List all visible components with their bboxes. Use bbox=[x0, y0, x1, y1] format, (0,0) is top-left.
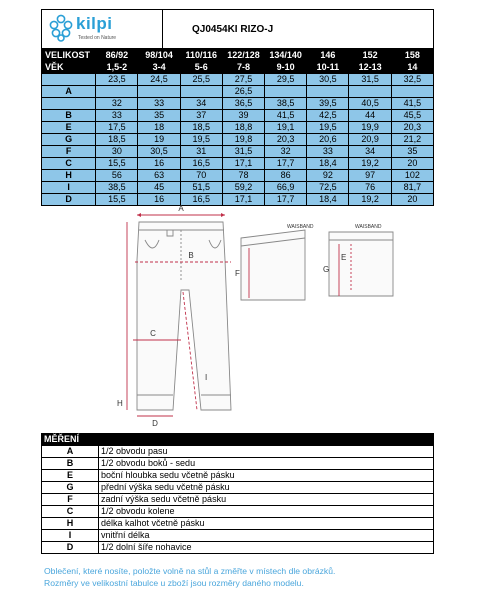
legend-description: zadní výška sedu včetně pásku bbox=[99, 494, 434, 506]
label-e: E bbox=[341, 253, 347, 262]
measure-value: 35 bbox=[391, 146, 433, 158]
measure-value: 17,7 bbox=[265, 194, 307, 206]
measure-key: I bbox=[42, 182, 96, 194]
measure-value: 30,5 bbox=[138, 146, 180, 158]
measure-value: 20,6 bbox=[307, 134, 349, 146]
measure-value: 102 bbox=[391, 170, 433, 182]
measure-value: 19,2 bbox=[349, 194, 391, 206]
measure-value bbox=[265, 86, 307, 98]
size-cell: 110/116 bbox=[180, 50, 222, 62]
size-table bbox=[41, 49, 434, 206]
measure-value bbox=[96, 86, 138, 98]
measure-key: G bbox=[42, 134, 96, 146]
measure-value: 38,5 bbox=[96, 182, 138, 194]
measure-value: 20,9 bbox=[349, 134, 391, 146]
legend-key: E bbox=[42, 470, 99, 482]
age-row-label: VĚK bbox=[42, 62, 96, 74]
measure-value: 34 bbox=[349, 146, 391, 158]
measure-value: 33 bbox=[307, 146, 349, 158]
measure-value: 59,2 bbox=[222, 182, 264, 194]
measure-value: 21,2 bbox=[391, 134, 433, 146]
measure-value bbox=[180, 86, 222, 98]
legend-description: 1/2 obvodu boků - sedu bbox=[99, 458, 434, 470]
measure-value: 30 bbox=[96, 146, 138, 158]
measure-value: 35 bbox=[138, 110, 180, 122]
legend-row bbox=[42, 482, 434, 494]
measure-value: 15,5 bbox=[96, 194, 138, 206]
measure-value: 51,5 bbox=[180, 182, 222, 194]
measure-value: 16,5 bbox=[180, 194, 222, 206]
measure-value: 18,5 bbox=[180, 122, 222, 134]
measure-value: 29,5 bbox=[265, 74, 307, 86]
label-b: B bbox=[188, 251, 194, 260]
legend-row bbox=[42, 530, 434, 542]
measure-value: 19,9 bbox=[349, 122, 391, 134]
measure-value: 78 bbox=[222, 170, 264, 182]
legend-description: 1/2 obvodu kolene bbox=[99, 506, 434, 518]
measure-key: C bbox=[42, 158, 96, 170]
measure-value: 38,5 bbox=[265, 98, 307, 110]
legend-key: I bbox=[42, 530, 99, 542]
measure-value: 39,5 bbox=[307, 98, 349, 110]
legend-key: G bbox=[42, 482, 99, 494]
measure-value: 16,5 bbox=[180, 158, 222, 170]
size-data-row bbox=[42, 98, 434, 110]
age-cell: 7-8 bbox=[222, 62, 264, 74]
measure-key bbox=[42, 98, 96, 110]
size-data-row bbox=[42, 86, 434, 98]
label-g: G bbox=[323, 265, 330, 274]
measurement-diagram bbox=[41, 200, 434, 430]
measure-value: 32 bbox=[265, 146, 307, 158]
waistband-label-1: WAISBAND bbox=[287, 224, 314, 230]
measure-value: 33 bbox=[96, 110, 138, 122]
size-cell: 98/104 bbox=[138, 50, 180, 62]
measure-value: 17,5 bbox=[96, 122, 138, 134]
measure-value: 19,1 bbox=[265, 122, 307, 134]
brand-name: kilpi bbox=[76, 14, 113, 33]
measure-value: 24,5 bbox=[138, 74, 180, 86]
measure-value: 18,8 bbox=[222, 122, 264, 134]
size-header-row bbox=[42, 50, 434, 62]
measure-value: 40,5 bbox=[349, 98, 391, 110]
side-view-drawing bbox=[241, 230, 305, 300]
size-data-row bbox=[42, 146, 434, 158]
measure-key: F bbox=[42, 146, 96, 158]
size-data-row bbox=[42, 158, 434, 170]
size-data-row bbox=[42, 134, 434, 146]
measure-value: 32,5 bbox=[391, 74, 433, 86]
size-cell: 158 bbox=[391, 50, 433, 62]
legend-description: vnitřní délka bbox=[99, 530, 434, 542]
measure-value bbox=[349, 86, 391, 98]
measure-value: 36,5 bbox=[222, 98, 264, 110]
measure-value: 19,8 bbox=[222, 134, 264, 146]
measure-value: 31 bbox=[180, 146, 222, 158]
size-cell: 134/140 bbox=[265, 50, 307, 62]
legend-row bbox=[42, 506, 434, 518]
legend-key: D bbox=[42, 542, 99, 554]
size-data-row bbox=[42, 170, 434, 182]
measure-value: 56 bbox=[96, 170, 138, 182]
measure-value bbox=[307, 86, 349, 98]
age-header-row bbox=[42, 62, 434, 74]
measure-value: 17,1 bbox=[222, 158, 264, 170]
measure-value: 20,3 bbox=[391, 122, 433, 134]
measure-value bbox=[391, 86, 433, 98]
measure-value: 44 bbox=[349, 110, 391, 122]
legend-row bbox=[42, 518, 434, 530]
size-cell: 122/128 bbox=[222, 50, 264, 62]
measure-value: 76 bbox=[349, 182, 391, 194]
legend-title: MĚŘENÍ bbox=[42, 434, 434, 446]
legend-key: A bbox=[42, 446, 99, 458]
measure-value: 19,5 bbox=[180, 134, 222, 146]
size-cell: 86/92 bbox=[96, 50, 138, 62]
label-a: A bbox=[178, 204, 184, 213]
label-f: F bbox=[235, 269, 240, 278]
legend-row bbox=[42, 458, 434, 470]
legend-key: H bbox=[42, 518, 99, 530]
measure-value: 20 bbox=[391, 158, 433, 170]
age-cell: 10-11 bbox=[307, 62, 349, 74]
measure-value: 27,5 bbox=[222, 74, 264, 86]
measure-value: 19,2 bbox=[349, 158, 391, 170]
measure-key bbox=[42, 74, 96, 86]
measure-value: 63 bbox=[138, 170, 180, 182]
measure-value: 18,4 bbox=[307, 158, 349, 170]
size-chart-header bbox=[41, 9, 434, 49]
age-cell: 14 bbox=[391, 62, 433, 74]
pants-drawing bbox=[137, 222, 231, 410]
size-data-row bbox=[42, 74, 434, 86]
waistband-label-2: WAISBAND bbox=[355, 224, 382, 230]
measure-value: 16 bbox=[138, 158, 180, 170]
measure-key: A bbox=[42, 86, 96, 98]
measure-value: 23,5 bbox=[96, 74, 138, 86]
legend-row bbox=[42, 542, 434, 554]
measure-value: 45 bbox=[138, 182, 180, 194]
model-code: QJ0454KI RIZO-J bbox=[192, 24, 274, 35]
measure-value: 18,4 bbox=[307, 194, 349, 206]
measure-key: H bbox=[42, 170, 96, 182]
measure-value: 72,5 bbox=[307, 182, 349, 194]
measure-value: 92 bbox=[307, 170, 349, 182]
measure-value: 18 bbox=[138, 122, 180, 134]
legend-row bbox=[42, 470, 434, 482]
kilpi-logo-icon bbox=[48, 14, 74, 42]
footer-line-1: Oblečení, které nosíte, položte volně na stůl a změřte v místech dle obrázků. bbox=[44, 566, 336, 576]
measure-value: 81,7 bbox=[391, 182, 433, 194]
brand-tagline: Tested on Nature bbox=[78, 35, 117, 41]
legend-description: délka kalhot včetně pásku bbox=[99, 518, 434, 530]
measure-value: 70 bbox=[180, 170, 222, 182]
measure-key: D bbox=[42, 194, 96, 206]
measure-key: E bbox=[42, 122, 96, 134]
measure-value: 20,3 bbox=[265, 134, 307, 146]
label-d: D bbox=[152, 419, 158, 428]
measure-value: 41,5 bbox=[391, 98, 433, 110]
measure-value: 31,5 bbox=[222, 146, 264, 158]
brand-logo bbox=[42, 10, 163, 48]
age-cell: 12-13 bbox=[349, 62, 391, 74]
measure-value bbox=[138, 86, 180, 98]
size-data-row bbox=[42, 110, 434, 122]
size-cell: 146 bbox=[307, 50, 349, 62]
age-cell: 1,5-2 bbox=[96, 62, 138, 74]
label-c: C bbox=[150, 329, 156, 338]
legend-description: boční hloubka sedu včetně pásku bbox=[99, 470, 434, 482]
age-cell: 5-6 bbox=[180, 62, 222, 74]
measure-value: 17,1 bbox=[222, 194, 264, 206]
label-h: H bbox=[117, 399, 123, 408]
measure-value: 18,5 bbox=[96, 134, 138, 146]
measure-value: 30,5 bbox=[307, 74, 349, 86]
legend-key: C bbox=[42, 506, 99, 518]
measure-value: 34 bbox=[180, 98, 222, 110]
measure-value: 97 bbox=[349, 170, 391, 182]
footer-note bbox=[44, 565, 444, 589]
label-i: I bbox=[205, 373, 208, 382]
legend-key: F bbox=[42, 494, 99, 506]
measure-value: 15,5 bbox=[96, 158, 138, 170]
measure-value: 17,7 bbox=[265, 158, 307, 170]
size-data-row bbox=[42, 122, 434, 134]
footer-line-2: Rozměry ve velikostní tabulce u zboží jsou rozměry daného modelu. bbox=[44, 578, 304, 588]
measure-value: 25,5 bbox=[180, 74, 222, 86]
measure-value: 19,5 bbox=[307, 122, 349, 134]
measure-value: 37 bbox=[180, 110, 222, 122]
measure-value: 45,5 bbox=[391, 110, 433, 122]
measure-value: 42,5 bbox=[307, 110, 349, 122]
legend-description: přední výška sedu včetně pásku bbox=[99, 482, 434, 494]
measure-value: 31,5 bbox=[349, 74, 391, 86]
measure-value: 20 bbox=[391, 194, 433, 206]
age-cell: 9-10 bbox=[265, 62, 307, 74]
legend-row bbox=[42, 494, 434, 506]
measure-value: 39 bbox=[222, 110, 264, 122]
legend-key: B bbox=[42, 458, 99, 470]
legend-description: 1/2 obvodu pasu bbox=[99, 446, 434, 458]
age-cell: 3-4 bbox=[138, 62, 180, 74]
measure-value: 33 bbox=[138, 98, 180, 110]
measure-value: 32 bbox=[96, 98, 138, 110]
measure-value: 41,5 bbox=[265, 110, 307, 122]
legend-row bbox=[42, 446, 434, 458]
legend-description: 1/2 dolní šíře nohavice bbox=[99, 542, 434, 554]
measure-value: 26,5 bbox=[222, 86, 264, 98]
size-row-label: VELIKOST bbox=[42, 50, 96, 62]
measure-key: B bbox=[42, 110, 96, 122]
size-cell: 152 bbox=[349, 50, 391, 62]
measure-value: 86 bbox=[265, 170, 307, 182]
measure-value: 16 bbox=[138, 194, 180, 206]
measurement-legend bbox=[41, 433, 434, 554]
measure-value: 19 bbox=[138, 134, 180, 146]
size-data-row bbox=[42, 182, 434, 194]
measure-value: 66,9 bbox=[265, 182, 307, 194]
